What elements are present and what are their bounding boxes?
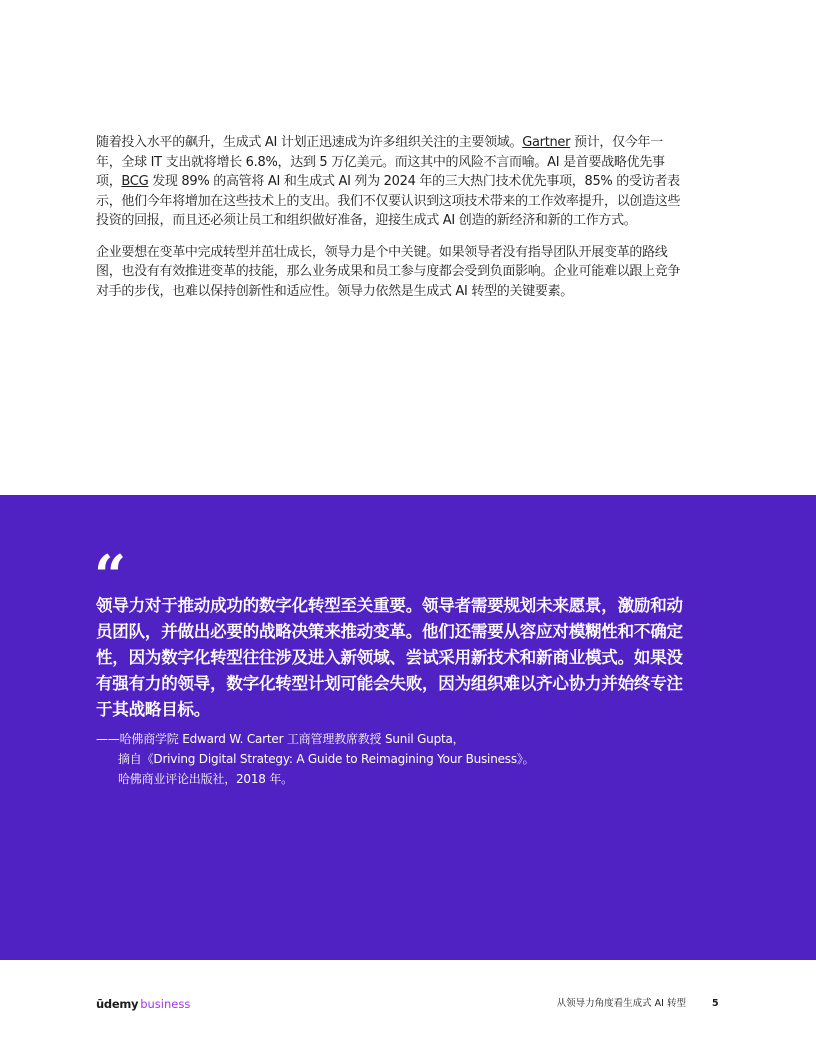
quote-text: 领导力对于推动成功的数字化转型至关重要。领导者需要规划未来愿景，激励和动员团队，并做出必要的战略决策来推动变革。他们还需要从容应对模糊性和不确定性，因为数字化转型往往涉及进入新领域、尝试采用新技术和新商业模式。如果没有强有力的领导，数字化转型计划可能会失败，因为组织难以齐心协力并始终专注于其战略目标。 xyxy=(96,596,683,719)
paragraph-1-part-3: 发现 89% 的高管将 AI 和生成式 AI 列为 2024 年的三大热门技术优先事项，85% 的受访者表示，他们今年将增加在这些技术上的支出。我们不仅要认识到这项技术带来的工作效率提升，以创造这些投资的回报，而且还必须让员工和组织做好准备，迎接生成式 AI 创造的新经济和新的工作方式。 xyxy=(96,174,681,228)
paragraph-2: 企业要想在变革中完成转型并茁壮成长，领导力是个中关键。如果领导者没有指导团队开展变革的路线图，也没有有效推进变革的技能，那么业务成果和员工参与度都会受到负面影响。企业可能难以跟上竞争对手的步伐，也难以保持创新性和适应性。领导力依然是生成式 AI 转型的关键要素。 xyxy=(96,244,681,299)
paragraph-1-part-2: 预计，仅今年一年，全球 IT 支出就将增长 6.8%，达到 5 万亿美元。而这其中的风险不言而喻。AI 是首要战略优先事项， xyxy=(96,135,665,189)
attribution-line-1: ——哈佛商学院 Edward W. Carter 工商管理教席教授 Sunil Gupta， xyxy=(96,732,465,746)
quote-mark-icon: “ xyxy=(94,543,127,609)
attribution-line-3: 哈佛商业评论出版社，2018 年。 xyxy=(118,772,293,786)
footer-title: 从领导力角度看生成式 AI 转型 xyxy=(556,998,686,1009)
quote-attribution xyxy=(96,729,716,789)
paragraph-1 xyxy=(96,133,682,231)
body-text xyxy=(96,133,682,313)
udemy-business-logo xyxy=(96,996,190,1012)
gartner-link[interactable]: Gartner xyxy=(522,135,571,150)
page-number: 5 xyxy=(712,998,719,1009)
attribution-line-2: 摘自《Driving Digital Strategy: A Guide to Reimagining Your Business》。 xyxy=(118,752,535,766)
logo-business-text: business xyxy=(140,997,191,1011)
bcg-link[interactable]: BCG xyxy=(121,174,149,189)
logo-udemy-text: ūdemy xyxy=(96,997,139,1011)
paragraph-1-part-1: 随着投入水平的飙升，生成式 AI 计划正迅速成为许多组织关注的主要领域。 xyxy=(96,135,523,150)
